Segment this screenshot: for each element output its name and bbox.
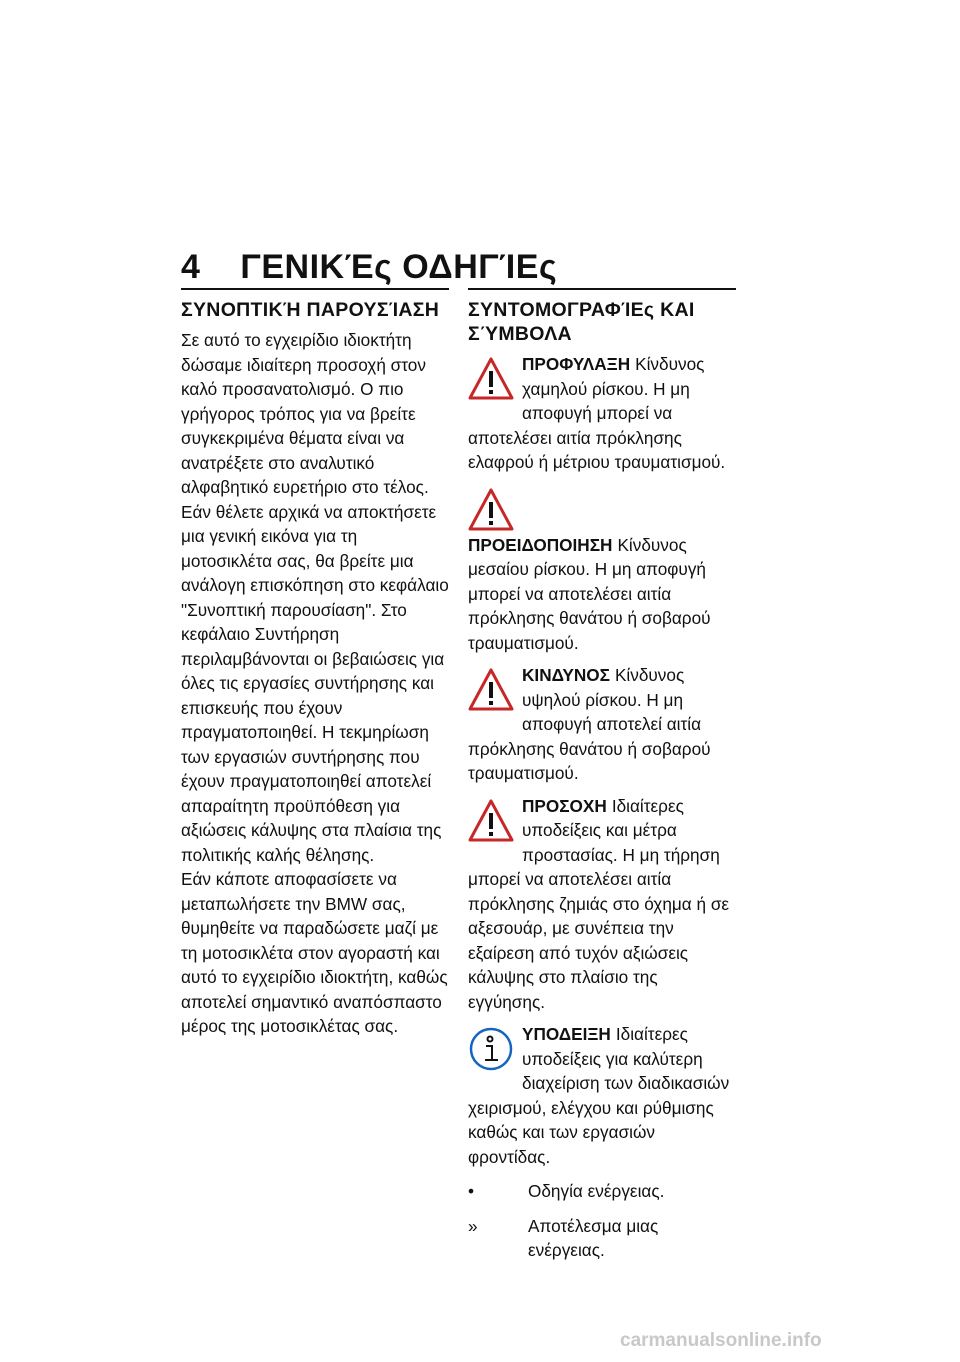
bullet-arrow: » xyxy=(468,1215,478,1236)
notice-text: Κίνδυνος υψηλού ρίσκου. Η μη αποφυγή αποτελεί αιτία πρόκλησης θανάτου ή σοβαρού τραυματισμού. xyxy=(468,665,711,783)
notice-label: ΠΡΟΕΙΔΟΠΟΙΗΣΗ xyxy=(468,534,613,555)
section-heading-overview: ΣΥΝΟΠΤΙΚΉ ΠΑΡΟΥΣΊΑΣΗ xyxy=(181,299,440,321)
watermark: carmanualsonline.info xyxy=(620,1330,822,1351)
section-rule xyxy=(181,288,449,290)
notice-attention xyxy=(468,794,736,1015)
chapter-title: ΓΕΝΙΚΈς ΟΔΗΓΊΕς xyxy=(240,248,558,286)
overview-paragraph: Σε αυτό το εγχειρίδιο ιδιοκτήτη δώσαμε ιδιαίτερη προσοχή στον καλό προσανατολισμό. Ο πιο γρήγορος τρόπος για να βρείτε συγκεκριμένα θέματα είναι να ανατρέξετε στο αναλυτικό αλφαβητικό ευρετήριο στο τέλος. Εάν θέλετε αρχικά να αποκτήσετε μια γενική εικόνα για τη μοτοσικλέτα σας, θα βρείτε μια ανάλογη επισκόπηση στο κεφάλαιο "Συνοπτική παρουσίαση". Στο κεφάλαιο Συντήρηση περιλαμβάνονται οι βεβαιώσεις για όλες τις εργασίες συντήρησης και επισκευής που έχουν πραγματοποιηθεί. Η τεκμηρίωση των εργασιών συντήρησης που έχουν πραγματοποιηθεί αποτελεί απαραίτητη προϋπόθεση για αξιώσεις κάλυψης στα πλαίσια της πολιτικής καλής θέλησης. xyxy=(181,330,449,865)
notice-label: ΚΙΝΔΥΝΟΣ xyxy=(522,665,610,685)
notice-label: ΠΡΟΦΥΛΑΞΗ xyxy=(522,354,631,374)
notice-text: Ιδιαίτερες υποδείξεις και μέτρα προστασίας. Η μη τήρηση μπορεί να αποτελέσει αιτία πρόκλησης ζημιάς στο όχημα ή σε αξεσουάρ, με συνέπεια την εξαίρεση από τυχόν αξιώσεις κάλυψης στο πλαίσιο της εγγύησης. xyxy=(468,795,730,1012)
notice-text: Κίνδυνος χαμηλού ρίσκου. Η μη αποφυγή μπορεί να αποτελέσει αιτία πρόκλησης ελαφρού ή μέτριου τραυματισμού. xyxy=(468,354,726,472)
notice-warning xyxy=(468,483,736,656)
notice-text: Κίνδυνος μεσαίου ρίσκου. Η μη αποφυγή μπορεί να αποτελέσει αιτία πρόκλησης θανάτου ή σοβαρού τραυματισμού. xyxy=(468,534,711,653)
notice-caution xyxy=(468,352,736,475)
bullet-text: Αποτέλεσμα μιας ενέργειας. xyxy=(528,1215,659,1260)
warning-triangle-icon xyxy=(468,356,514,402)
notice-hint xyxy=(468,1022,736,1169)
chapter-heading xyxy=(181,248,557,287)
resale-paragraph: Εάν κάποτε αποφασίσετε να μεταπωλήσετε την BMW σας, θυμηθείτε να παραδώσετε μαζί με τη μοτοσικλέτα στον αγοραστή και αυτό το εγχειρίδιο ιδιοκτήτη, καθώς αποτελεί σημαντικό αναπόσπαστο μέρος της μοτοσικλέτας σας. xyxy=(181,869,448,1036)
section-rule xyxy=(468,288,736,290)
right-column xyxy=(468,288,736,1263)
info-icon xyxy=(468,1026,514,1072)
left-column xyxy=(181,288,449,1039)
notice-label: ΠΡΟΣΟΧΗ xyxy=(522,795,607,816)
bullet-result xyxy=(468,1214,736,1263)
warning-triangle-icon xyxy=(468,487,514,533)
chapter-number: 4 xyxy=(181,248,201,286)
notice-label: ΥΠΟΔΕΙΞΗ xyxy=(522,1024,611,1044)
bullet-dot: • xyxy=(468,1181,475,1201)
notice-text: Ιδιαίτερες υποδείξεις για καλύτερη διαχείριση των διαδικασιών χειρισμού, ελέγχου και ρύθμισης καθώς και των εργασιών φροντίδας. xyxy=(468,1024,730,1167)
notice-danger xyxy=(468,663,736,786)
bullet-text: Οδηγία ενέργειας. xyxy=(528,1181,665,1201)
bullet-instruction xyxy=(468,1179,736,1204)
warning-triangle-icon xyxy=(468,798,514,844)
section-heading-symbols: ΣΥΝΤΟΜΟΓΡΑΦΊΕς ΚΑΙ ΣΎΜΒΟΛΑ xyxy=(468,299,695,345)
warning-triangle-icon xyxy=(468,667,514,713)
